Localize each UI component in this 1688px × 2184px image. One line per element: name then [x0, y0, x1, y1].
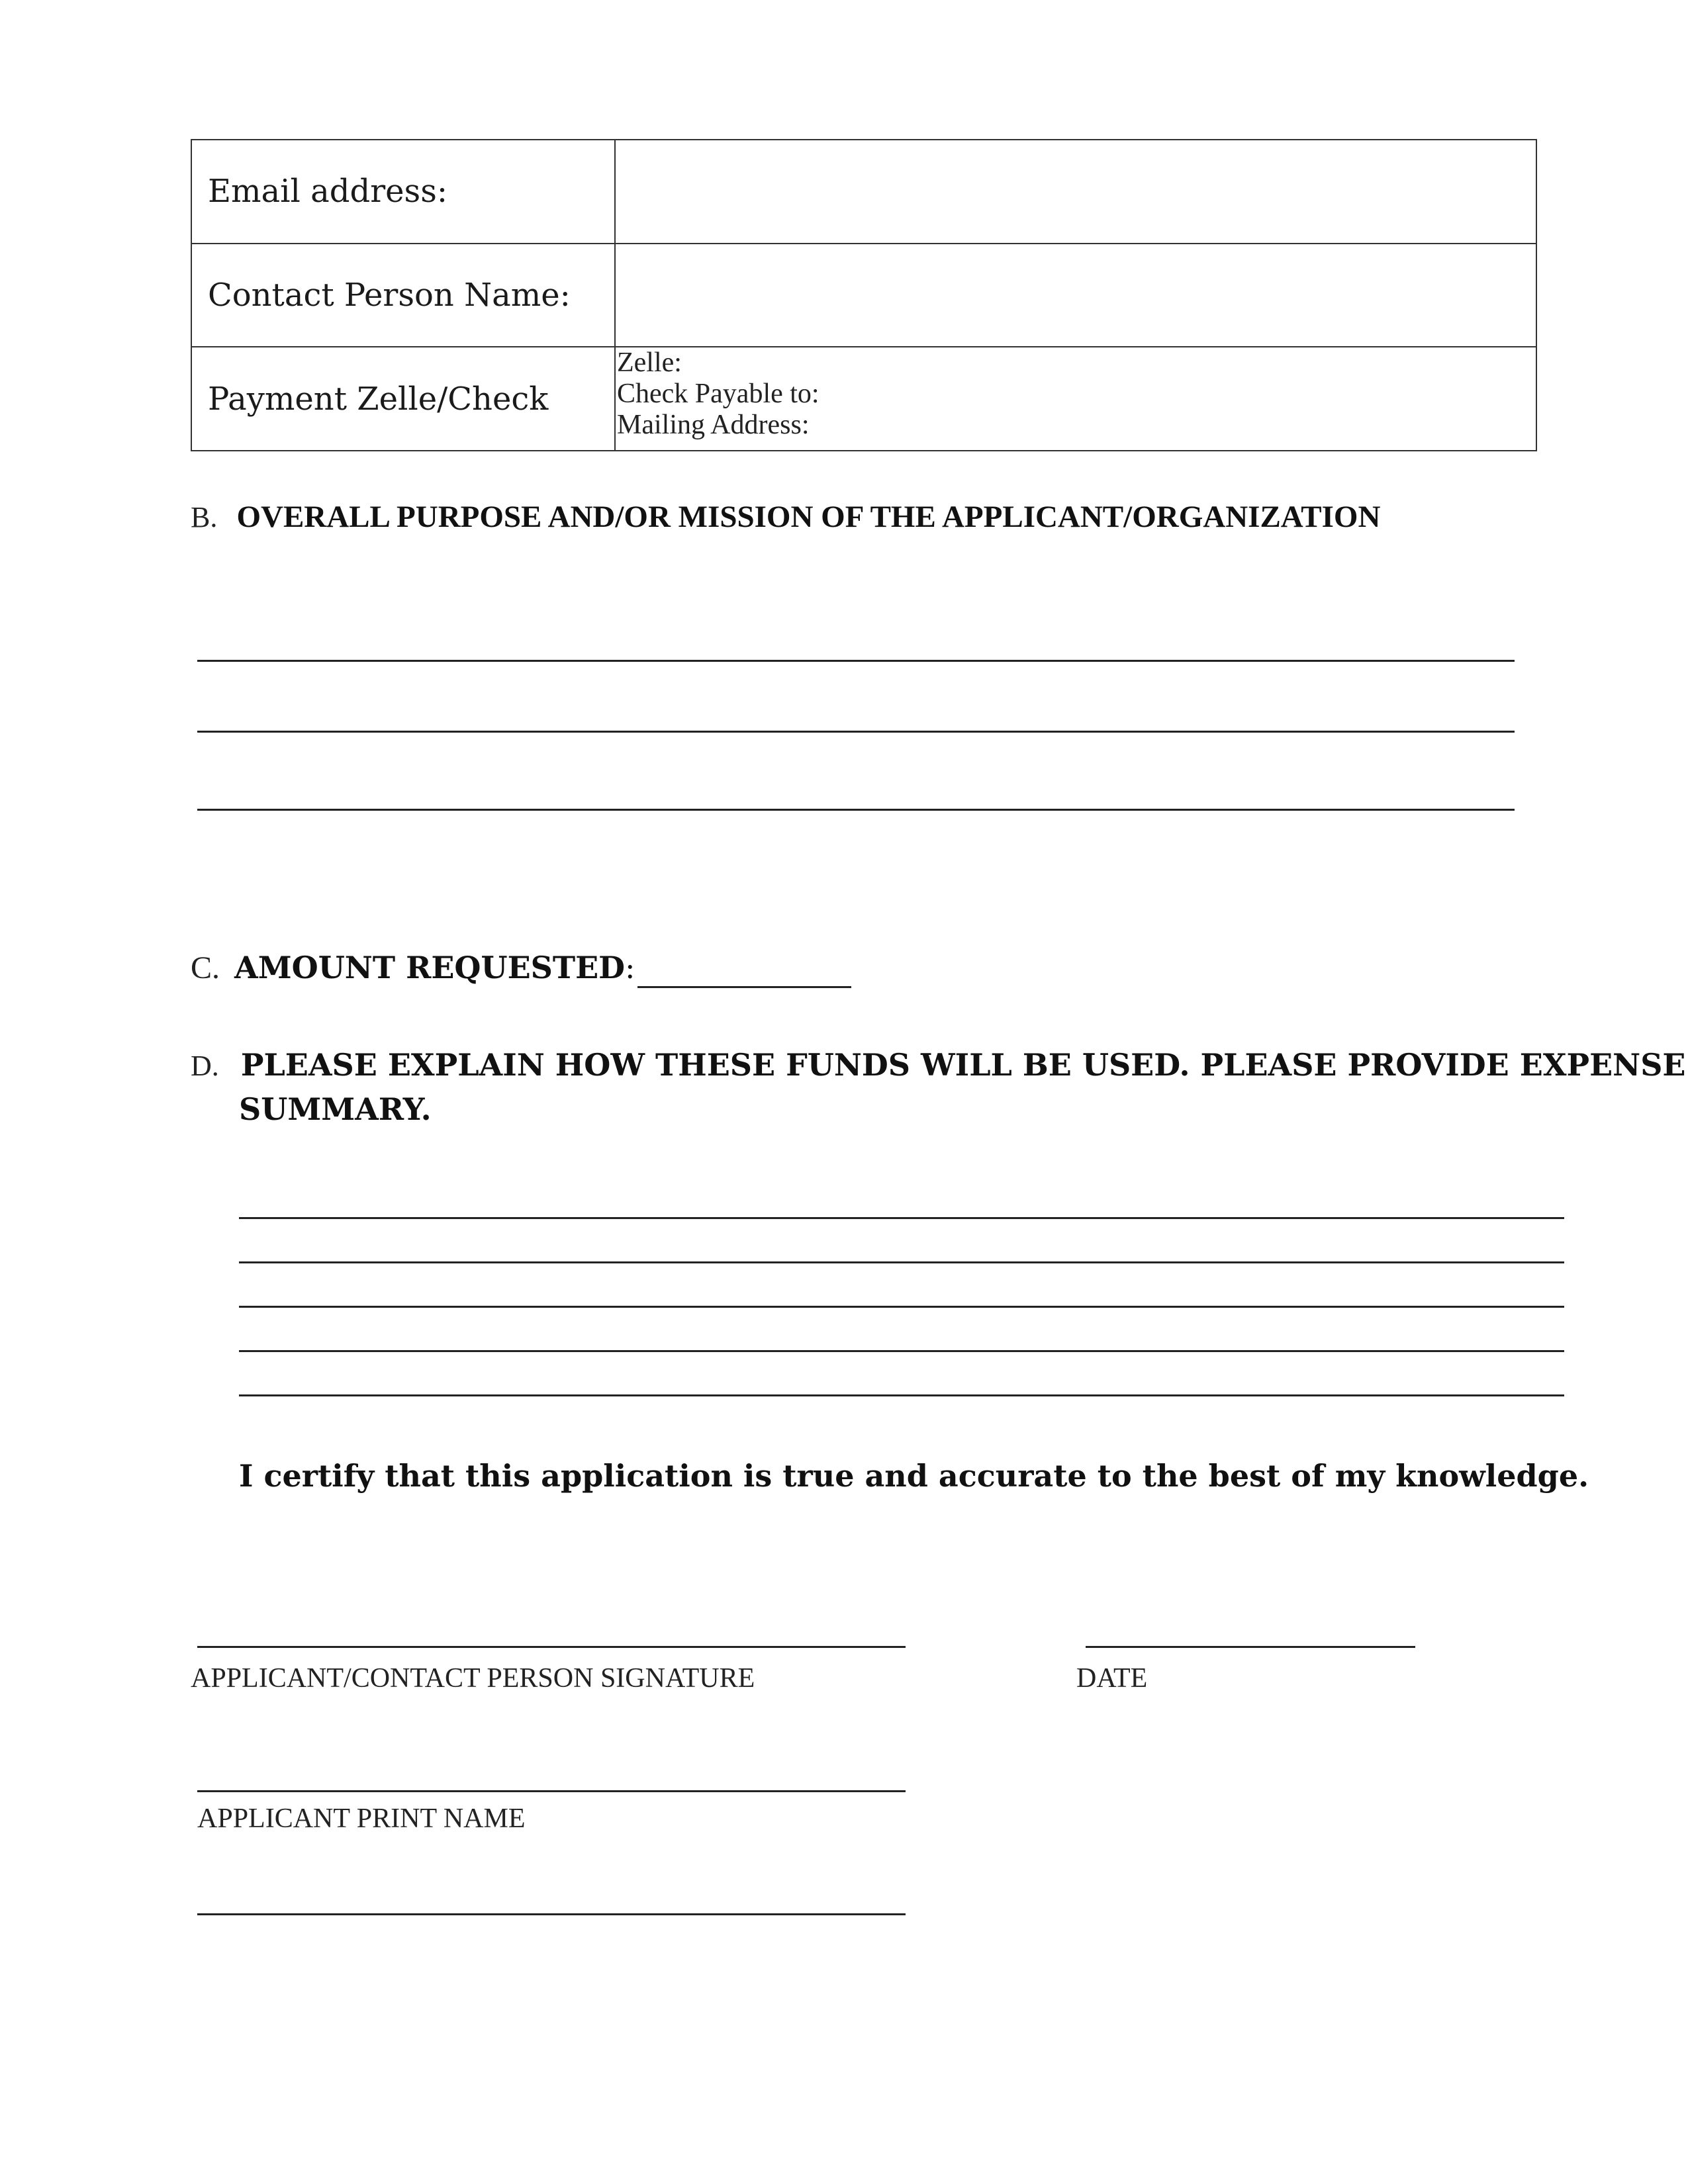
table-row	[191, 140, 1536, 244]
expense-line[interactable]	[239, 1350, 1564, 1352]
section-b-heading	[191, 499, 1380, 535]
table-row	[191, 347, 1536, 451]
colon: :	[625, 950, 635, 985]
section-letter: D.	[191, 1050, 219, 1082]
expense-line[interactable]	[239, 1217, 1564, 1219]
print-name-label: APPLICANT PRINT NAME	[197, 1803, 526, 1834]
date-label: DATE	[1076, 1663, 1148, 1694]
section-title: AMOUNT REQUESTED	[234, 950, 626, 985]
certification-statement: I certify that this application is true and accurate to the best of my knowledge.	[239, 1458, 1589, 1494]
contact-person-field[interactable]	[615, 244, 1536, 347]
purpose-line[interactable]	[197, 809, 1515, 811]
expense-line[interactable]	[239, 1261, 1564, 1263]
mailing-address-line: Mailing Address:	[617, 410, 810, 441]
section-letter: C.	[191, 950, 220, 985]
expense-line[interactable]	[239, 1394, 1564, 1396]
section-title: PLEASE EXPLAIN HOW THESE FUNDS WILL BE USED. PLEASE PROVIDE EXPENSE	[240, 1047, 1686, 1083]
print-name-line[interactable]	[197, 1790, 906, 1792]
table-row	[191, 244, 1536, 347]
date-line[interactable]	[1086, 1646, 1415, 1648]
expense-line[interactable]	[239, 1306, 1564, 1308]
section-title: OVERALL PURPOSE AND/OR MISSION OF THE APPLICANT/ORGANIZATION	[236, 500, 1381, 534]
section-d-heading	[191, 1047, 1686, 1083]
email-field[interactable]	[615, 140, 1536, 244]
section-letter: B.	[191, 501, 218, 533]
section-title-line2: SUMMARY.	[239, 1091, 432, 1127]
purpose-line[interactable]	[197, 660, 1515, 662]
section-c-heading	[191, 950, 635, 986]
payment-field[interactable]	[615, 347, 1536, 451]
amount-field[interactable]	[637, 986, 851, 988]
payment-label: Payment Zelle/Check	[191, 347, 615, 451]
email-label: Email address:	[191, 140, 615, 244]
signature-line[interactable]	[197, 1646, 906, 1648]
signature-label: APPLICANT/CONTACT PERSON SIGNATURE	[191, 1663, 755, 1694]
zelle-line: Zelle:	[617, 347, 682, 379]
contact-info-table	[191, 139, 1537, 451]
check-payable-line: Check Payable to:	[617, 379, 820, 410]
blank-line[interactable]	[197, 1913, 906, 1915]
purpose-line[interactable]	[197, 731, 1515, 733]
contact-person-label: Contact Person Name:	[191, 244, 615, 347]
